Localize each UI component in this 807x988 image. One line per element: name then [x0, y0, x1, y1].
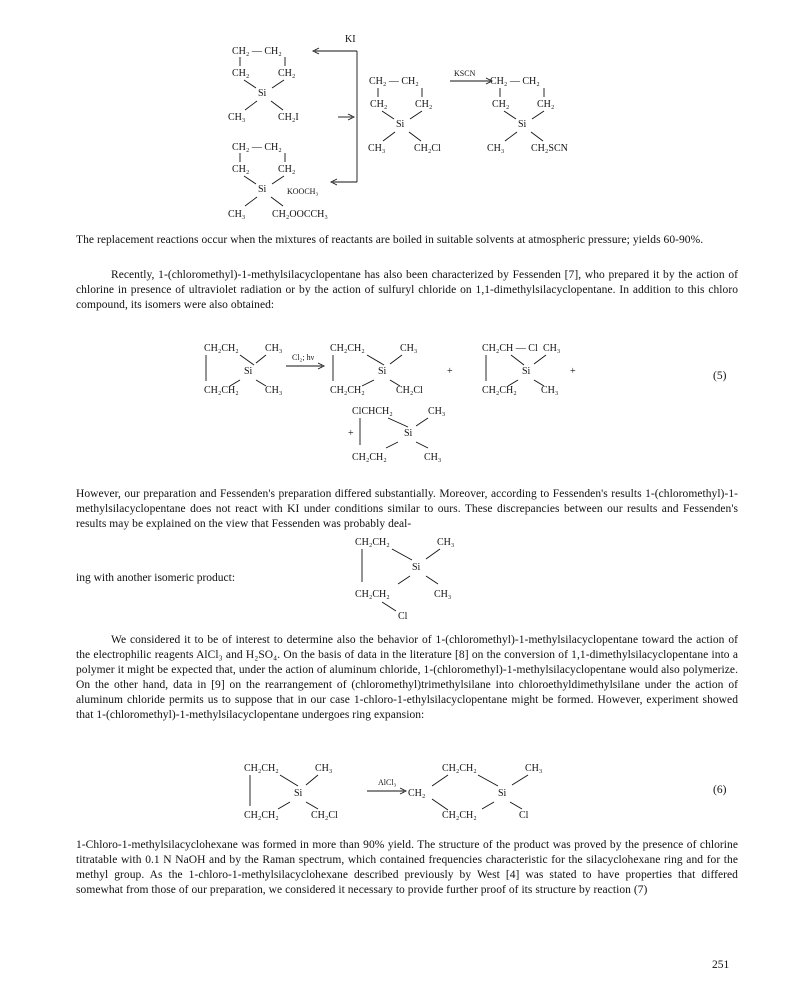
svg-text:CH₂ — CH₂: CH₂ — CH₂	[369, 76, 419, 87]
paragraph-result: 1-Chloro-1-methylsilacyclohexane was formed in more than 90% yield. The structure of the product was proved by the presence of chlorine titratable with 0.1 N NaOH and by the Raman spectrum, which contained frequencies characteristic for the silacyclohexane ring and for the methyl group. As the 1-chloro-1-methylsilacyclohexane described previously by West [4] was stated to have properties that differed somewhat from those of our preparation, we considered it necessary to provide further proof of its structure by reaction (7)	[76, 839, 738, 896]
isomer-structure	[355, 537, 454, 622]
svg-text:Si: Si	[396, 119, 405, 130]
reagent-alcl3: AlCl₃	[378, 778, 397, 787]
svg-text:CH₃: CH₃	[543, 343, 561, 354]
svg-text:CH₂CH₂: CH₂CH₂	[482, 385, 517, 396]
svg-text:Si: Si	[412, 562, 421, 573]
svg-text:CH₂CH₂: CH₂CH₂	[244, 810, 279, 821]
svg-text:CH₂CH₂: CH₂CH₂	[355, 589, 390, 600]
svg-text:CH₂CH₂: CH₂CH₂	[330, 385, 365, 396]
svg-text:CH₃: CH₃	[525, 763, 543, 774]
molecule-beta-chloro-product	[482, 343, 560, 396]
reagent-cl2-hv: Cl₂; hν	[292, 353, 315, 362]
svg-text:Si: Si	[258, 88, 267, 99]
svg-text:CH₂: CH₂	[408, 788, 426, 799]
svg-text:Si: Si	[258, 184, 267, 195]
paragraph-isomer-lead: ing with another isomeric product:	[76, 572, 236, 584]
svg-text:Si: Si	[522, 366, 531, 377]
svg-text:CH₂CH₂: CH₂CH₂	[355, 537, 390, 548]
reagent-ki: KI	[345, 34, 356, 45]
molecule-chloromethyl-product	[330, 343, 423, 396]
svg-text:CH₂: CH₂	[278, 164, 296, 175]
svg-text:Cl: Cl	[519, 810, 529, 821]
svg-text:CH₂: CH₂	[537, 99, 555, 110]
svg-text:CH₂ — CH₂: CH₂ — CH₂	[232, 142, 282, 153]
svg-text:CH₂Cl: CH₂Cl	[414, 143, 441, 154]
paragraph-discrepancy: However, our preparation and Fessenden's preparation differed substantially. Moreover, according to Fessenden's results 1-(chloromethyl)-1-methylsilacyclopentane does not react with KI under conditions similar to ours. These discrepancies between our results and Fessenden's results may be explained on the view that Fessenden was probably deal-	[76, 488, 738, 530]
reagent-kscn: KSCN	[454, 69, 476, 78]
paragraph-electrophilic: We considered it to be of interest to determine also the behavior of 1-(chloromethyl)-1-methylsilacyclopentane toward the action of the electrophilic reagents AlCl₃ and H₂SO₄. On the basis of data in the literature [8] on the conversion of 1,1-dimethylsilacyclopentane into a polymer it might be expected that, under the action of aluminum chloride, 1-(chloromethyl)-1-methylsilacyclopentane would also polymerize. On the other hand, data in [9] on the rearrangement of (chloromethyl)trimethylsilane into chloroethyldimethylsilane under the action of aluminum chloride permits us to suppose that in our case 1-chloro-1-ethylsilacyclopentane might be formed. However, experiment showed that 1-(chloromethyl)-1-methylsilacyclopentane undergoes ring expansion:	[76, 634, 738, 721]
svg-text:CH₃: CH₃	[368, 143, 386, 154]
svg-text:CH₂: CH₂	[232, 164, 250, 175]
paragraph-fessenden: Recently, 1-(chloromethyl)-1-methylsilacyclopentane has also been characterized by Fessenden [7], who prepared it by the action of chlorine in presence of ultraviolet radiation or by the action of sulfuryl chloride on 1,1-dimethylsilacyclopentane. In addition to this chloro compound, its isomers were also obtained:	[76, 269, 738, 311]
svg-text:+: +	[348, 428, 354, 439]
svg-text:Si: Si	[404, 428, 413, 439]
svg-text:CH₂: CH₂	[492, 99, 510, 110]
svg-text:Si: Si	[378, 366, 387, 377]
svg-text:CH₃: CH₃	[434, 589, 452, 600]
scheme-substitution	[228, 34, 568, 220]
page-number: 251	[712, 959, 730, 971]
svg-text:CH₃: CH₃	[228, 209, 246, 220]
svg-text:CH₂CH₂: CH₂CH₂	[204, 385, 239, 396]
svg-text:CH₂Cl: CH₂Cl	[396, 385, 423, 396]
molecule-thiocyanate	[487, 76, 568, 154]
svg-text:CH₃: CH₃	[315, 763, 333, 774]
molecule-dimethylsilacyclopentane	[204, 343, 282, 396]
equation-number-6: (6)	[713, 784, 727, 796]
molecule-chloro-methylsilacyclohexane	[408, 763, 542, 821]
svg-text:CH₂: CH₂	[232, 68, 250, 79]
svg-text:Cl: Cl	[398, 611, 408, 622]
svg-text:CH₃: CH₃	[428, 406, 446, 417]
svg-text:CH₂CH₂: CH₂CH₂	[204, 343, 239, 354]
svg-text:CH₂ — CH₂: CH₂ — CH₂	[490, 76, 540, 87]
svg-text:CH₂CH₂: CH₂CH₂	[352, 452, 387, 463]
molecule-alpha-chloro-product	[352, 406, 445, 463]
molecule-chloride	[368, 76, 441, 154]
paragraph-replacement: The replacement reactions occur when the mixtures of reactants are boiled in suitable solvents at atmospheric pressure; yields 60-90%.	[76, 234, 704, 246]
svg-text:CH₂CH — Cl: CH₂CH — Cl	[482, 343, 538, 354]
svg-text:CH₃: CH₃	[265, 343, 283, 354]
svg-text:CH₂: CH₂	[415, 99, 433, 110]
svg-text:Si: Si	[498, 788, 507, 799]
svg-text:CH₃: CH₃	[487, 143, 505, 154]
svg-text:CH₃: CH₃	[400, 343, 418, 354]
svg-text:CH₂ — CH₂: CH₂ — CH₂	[232, 46, 282, 57]
svg-text:Si: Si	[518, 119, 527, 130]
svg-text:CH₂SCN: CH₂SCN	[531, 143, 568, 154]
equation-number-5: (5)	[713, 370, 727, 382]
equation-5	[204, 343, 576, 463]
svg-text:CH₃: CH₃	[424, 452, 442, 463]
svg-text:CH₂CH₂: CH₂CH₂	[244, 763, 279, 774]
svg-text:CH₂: CH₂	[370, 99, 388, 110]
svg-text:CH₂CH₂: CH₂CH₂	[442, 763, 477, 774]
svg-text:CH₂I: CH₂I	[278, 112, 299, 123]
svg-text:Si: Si	[244, 366, 253, 377]
svg-text:CH₂CH₂: CH₂CH₂	[330, 343, 365, 354]
molecule-iodide	[228, 46, 299, 123]
svg-text:+: +	[570, 366, 576, 377]
svg-text:Si: Si	[294, 788, 303, 799]
molecule-acetate	[228, 142, 328, 220]
equation-6	[244, 763, 542, 821]
svg-text:CH₂CH₂: CH₂CH₂	[442, 810, 477, 821]
svg-text:CH₃: CH₃	[265, 385, 283, 396]
svg-text:CH₂: CH₂	[278, 68, 296, 79]
svg-text:ClCHCH₂: ClCHCH₂	[352, 406, 393, 417]
svg-text:CH₂Cl: CH₂Cl	[311, 810, 338, 821]
svg-text:CH₃: CH₃	[437, 537, 455, 548]
svg-text:+: +	[447, 366, 453, 377]
svg-text:CH₂OOCCH₃: CH₂OOCCH₃	[272, 209, 328, 220]
svg-text:CH₃: CH₃	[228, 112, 246, 123]
reagent-kooch3: KOOCH₃	[287, 187, 319, 196]
svg-text:CH₃: CH₃	[541, 385, 559, 396]
molecule-chloromethyl-silacyclopentane	[244, 763, 338, 821]
